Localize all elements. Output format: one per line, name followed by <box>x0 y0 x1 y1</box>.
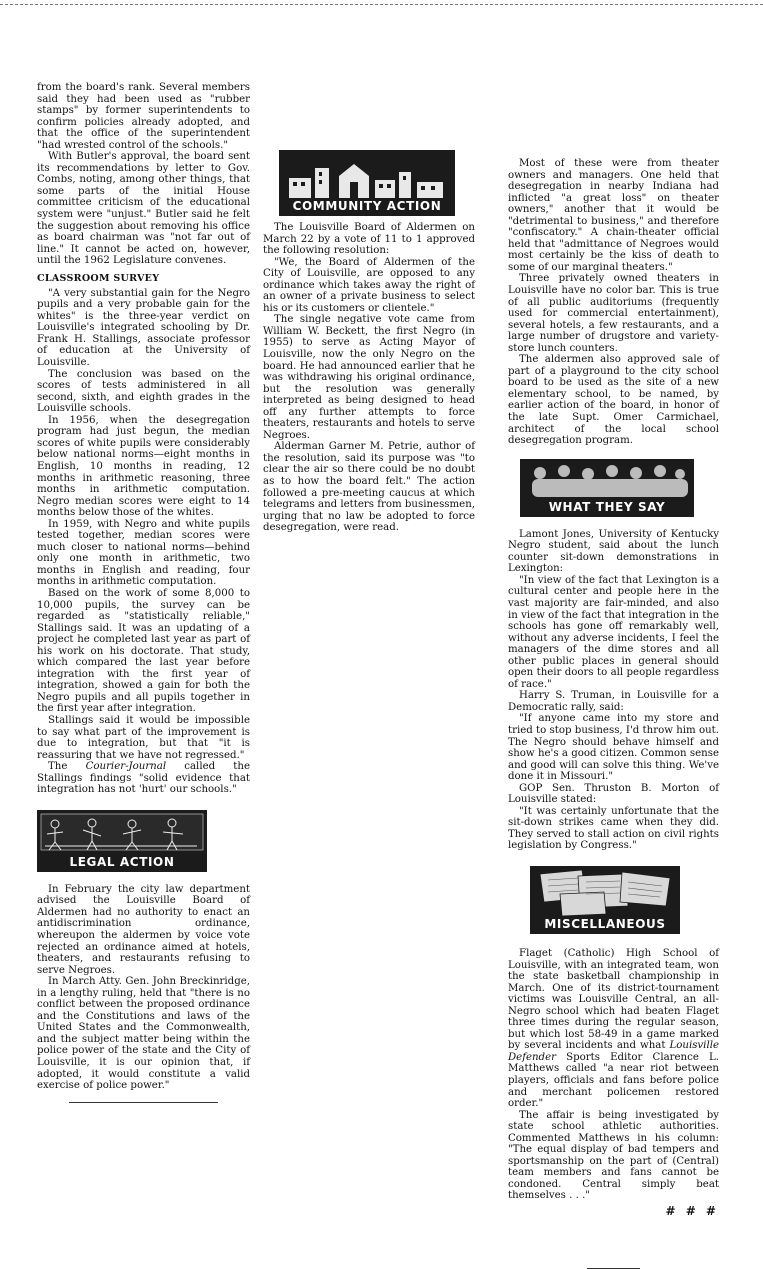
text-fragment: Sports Editor Clarence L. Matthews called "a near riot between players, officials and fans before police and merchant policemen restored order." <box>508 1051 719 1110</box>
end-rule <box>69 1102 218 1103</box>
end-mark: # # # <box>665 1204 719 1219</box>
col2-paragraph: "We, the Board of Aldermen of the City of Louisville, are opposed to any ordinance which takes away the right of an owner of a private business to select his or its customers or clientele." <box>263 256 475 314</box>
col1-paragraph: "A very substantial gain for the Negro pupils and a very probable gain for the whites" is the three-year verdict on Louisville's integrated schooling by Dr. Frank H. Stallings, associate professor of education at the University of Louisville. <box>37 287 250 369</box>
banner-title: COMMUNITY ACTION <box>292 199 442 213</box>
col1-paragraph: In 1956, when the desegregation program had just begun, the median scores of white pupils were considerably below national norms—eight months in English, 10 months in reading, 12 months in arithmetic reasoning, three months in arithmetic computation. Negro median scores were eight to 14 months below those of the whites. <box>37 414 250 519</box>
community-action-banner <box>279 150 455 216</box>
col1-paragraph: Based on the work of some 8,000 to 10,000 pupils, the survey can be regarded as "statistically reliable," Stallings said. It was an updating of a project he completed last year as part of his work on his doctorate. That study, which compared the last year before integration with the first year of integration, showed a gain for both the Negro pupils and all pupils together in the first year after integration. <box>37 587 250 715</box>
col3-paragraph: The affair is being investigated by state school athletic authorities. Commented Matthews in his column: "The equal display of bad tempers and sportsmanship on the part of (Central) team members and fans cannot be condoned. Central simply beat themselves . . ." <box>508 1109 719 1202</box>
publication-name: Louisville Defender <box>508 1040 719 1063</box>
legal-action-banner <box>37 810 207 872</box>
col1-paragraph: In February the city law department advised the Louisville Board of Aldermen had no authority to enact an antidiscrimination ordinance, whereupon the aldermen by voice vote rejected an ordinance aimed at hotels, theaters, and restaurants refusing to serve Negroes. <box>37 883 250 976</box>
col1-paragraph: With Butler's approval, the board sent its recommendations by letter to Gov. Combs, noting, among other things, that some parts of the initial House committee criticism of the educational system were "unjust." Butler said he felt the suggestion about removing his office as board chairman was "not far out of line." It cannot be acted on, however, until the 1962 Legislature convenes. <box>37 151 250 267</box>
col2-paragraph: Alderman Garner M. Petrie, author of the resolution, said its purpose was "to clear the air so there could be no doubt as to how the board felt." The action followed a pre-meeting caucus at which telegrams and letters from businessmen, urging that no law be adopted to force desegregation, were read. <box>263 441 476 534</box>
text-fragment: The <box>48 761 86 773</box>
col3-paragraph: The aldermen also approved sale of part of a playground to the city school board to be used as the site of a new elementary school, to be named, by earlier action of the board, in honor of the late Supt. Omer Carmichael, architect of the local school desegregation program. <box>508 354 719 447</box>
col1-paragraph: In March Atty. Gen. John Breckinridge, in a lengthy ruling, held that "there is no conflict between the proposed ordinance and the Constitutions and laws of the United States and the Commonwealth, and the subject matter being within the police power of the state and the City of Louisville, it is our opinion that, if adopted, it would constitute a valid exercise of police power." <box>37 976 250 1092</box>
banner-title: LEGAL ACTION <box>69 854 175 869</box>
miscellaneous-banner <box>530 866 680 934</box>
col3-paragraph: GOP Sen. Thruston B. Morton of Louisville stated: <box>508 782 719 806</box>
text-fragment: Flaget (Catholic) High School of Louisville, with an integrated team, won the state basketball championship in March. One of its district-tournament victims was Louisville Central, an all-Negro school which had beaten Flaget three times during the regular season, but which lost 58-49 in a game marked by several incidents and what <box>508 947 719 1052</box>
column-1 <box>37 82 250 1103</box>
banner-title: MISCELLANEOUS <box>544 916 666 931</box>
col3-paragraph: "In view of the fact that Lexington is a cultural center and people here in the vast majority are fair-minded, and also in view of the fact that integration in the schools has gone off remarkably well, without any adverse incidents, I feel the managers of the dime stores and all other public places in general should open their doors to all people regardless of race." <box>508 574 719 690</box>
col1-paragraph: Stallings said it would be impossible to say what part of the improvement is due to integration, but that "it is reassuring that we have not regressed." <box>37 714 250 761</box>
col3-paragraph: Most of these were from theater owners and managers. One held that desegregation in nearby Indiana had inflicted "a great loss" on theater owners," another that it would be "detrimental to business," and therefore "confiscatory." A chain-theater official held that "admittance of Negroes would most certainly be the kiss of death to some of our marginal theaters." <box>508 158 719 273</box>
col1-paragraph: In 1959, with Negro and white pupils tested together, median scores were much closer to national norms—behind only one month in arithmetic, two months in English and reading, four months in arithmetic computation. <box>37 518 250 588</box>
col1-paragraph: from the board's rank. Several members said they had been used as "rubber stamps" by former superintendents to confirm policies already adopted, and that the office of the superintendent "had wrested control of the schools." <box>37 82 250 151</box>
col3-paragraph: Lamont Jones, University of Kentucky Negro student, said about the lunch counter sit-down demonstrations in Lexington: <box>508 528 719 575</box>
banner-title: WHAT THEY SAY <box>548 499 666 514</box>
col1-paragraph: The conclusion was based on the scores of tests administered in all second, sixth, and eighth grades in the Louisville schools. <box>37 368 250 415</box>
col3-paragraph: "It was certainly unfortunate that the sit-down strikes came when they did. They served to stall action on civil rights legislation by Congress." <box>508 805 719 852</box>
col3-paragraph: Harry S. Truman, in Louisville for a Democratic rally, said: <box>508 690 719 713</box>
top-dashed-rule <box>0 4 763 5</box>
col2-paragraph: The Louisville Board of Aldermen on March 22 by a vote of 11 to 1 approved the following resolution: <box>263 222 475 257</box>
what-they-say-banner <box>520 459 694 517</box>
column-3 <box>508 158 719 1269</box>
text-fragment: called the Stallings findings "solid evidence that integration has not 'hurt' our schools." <box>37 761 250 796</box>
publication-name: Courier-Journal <box>85 761 167 773</box>
col3-paragraph: Three privately owned theaters in Louisville have no color bar. This is true of all public auditoriums (frequently used for commercial entertainment), several hotels, a few restaurants, and a large number of drugstore and variety-store lunch counters. <box>508 273 719 354</box>
col3-paragraph: "If anyone came into my store and tried to stop business, I'd throw him out. The Negro should behave himself and show he's a good citizen. Common sense and good will can solve this thing. We've done it in Missouri." <box>508 713 719 783</box>
section-heading-classroom-survey: CLASSROOM SURVEY <box>37 272 160 284</box>
col1-paragraph <box>37 761 250 796</box>
col3-paragraph <box>508 948 719 1110</box>
column-2 <box>263 150 475 534</box>
col2-paragraph: The single negative vote came from William W. Beckett, the first Negro (in 1955) to serve as Acting Mayor of Louisville, now the only Negro on the board. He had announced earlier that he was withdrawing his original ordinance, but the resolution was generally interpreted as being designed to head off any further attempts to force theaters, restaurants and hotels to serve Negroes. <box>263 314 475 441</box>
